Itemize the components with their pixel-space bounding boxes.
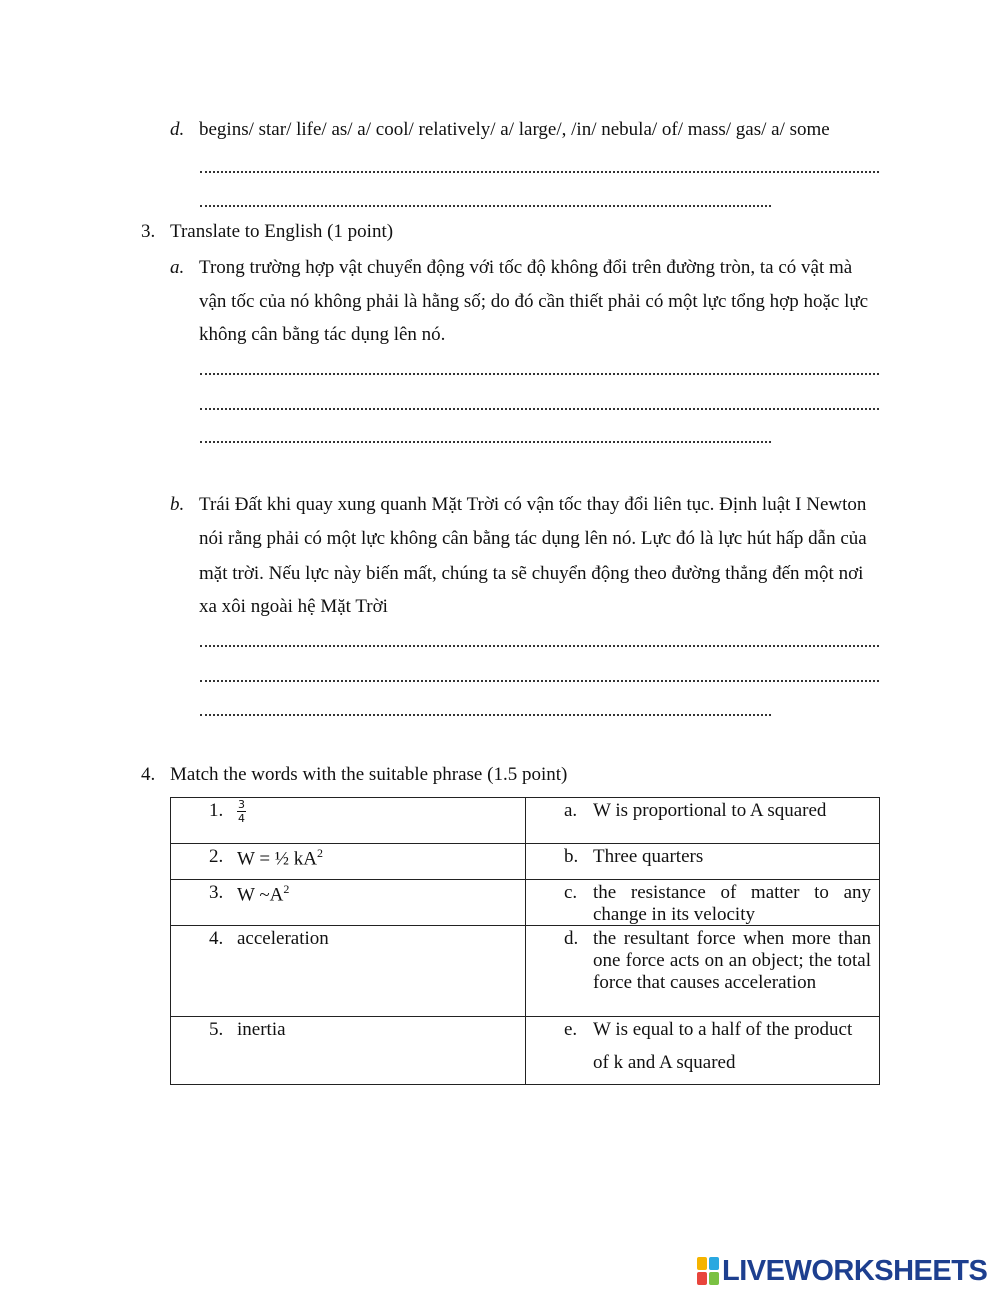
answer-line[interactable] — [200, 678, 879, 682]
right-item-letter: a. — [564, 800, 578, 821]
table-row — [171, 880, 880, 926]
left-item-number: 4. — [209, 928, 224, 949]
paragraph-b-line-3: mặt trời. Nếu lực này biến mất, chúng ta sẽ chuyển động theo đường thẳng đến một nơi — [199, 563, 864, 584]
logo-block — [709, 1272, 719, 1285]
left-item-formula — [237, 846, 323, 870]
matching-table — [170, 797, 880, 1085]
logo-wordmark: LIVEWORKSHEETS — [722, 1254, 988, 1287]
right-item-text: the resultant force when more than one force acts on an object; the total force that causes acceleration — [593, 928, 871, 993]
answer-line[interactable] — [200, 371, 879, 375]
logo-block — [697, 1257, 707, 1270]
answer-line[interactable] — [200, 439, 771, 443]
table-row — [171, 926, 880, 1017]
left-item-text: acceleration — [237, 928, 329, 949]
liveworksheets-logo — [697, 1256, 987, 1286]
fraction-three-quarters — [237, 798, 246, 825]
item-marker-b: b. — [170, 494, 185, 515]
paragraph-b-line-1: Trái Đất khi quay xung quanh Mặt Trời có vận tốc thay đổi liên tục. Định luật I Newton — [199, 494, 867, 515]
right-item-letter: c. — [564, 882, 578, 903]
fraction-denominator: 4 — [238, 812, 245, 825]
paragraph-a-line-3: không cân bằng tác dụng lên nó. — [199, 324, 446, 345]
answer-line[interactable] — [200, 712, 771, 716]
logo-block — [709, 1257, 719, 1270]
right-item-text — [593, 1013, 871, 1079]
paragraph-a-line-1: Trong trường hợp vật chuyển động với tốc độ không đổi trên đường tròn, ta có vật mà — [199, 257, 853, 278]
right-item-text-line: W is equal to a half of the product — [593, 1019, 853, 1040]
formula-exponent: 2 — [317, 846, 324, 860]
paragraph-b-line-4: xa xôi ngoài hệ Mặt Trời — [199, 596, 388, 617]
right-item-letter: d. — [564, 928, 579, 949]
left-item-formula — [237, 882, 289, 906]
right-item-text: the resistance of matter to any change in its velocity — [593, 882, 871, 925]
table-row — [171, 1017, 880, 1085]
question-3-title: Translate to English (1 point) — [170, 221, 394, 242]
answer-line[interactable] — [200, 169, 879, 173]
paragraph-b-line-2: nói rằng phải có một lực không cân bằng tác dụng lên nó. Lực đó là lực hút hấp dẫn của — [199, 528, 867, 549]
left-item-text: inertia — [237, 1019, 286, 1040]
item-marker-d: d. — [170, 119, 185, 140]
left-item-number: 5. — [209, 1019, 224, 1040]
logo-icon — [697, 1257, 719, 1285]
left-item-number: 1. — [209, 800, 224, 821]
formula-text: W ~A — [237, 884, 284, 906]
question-number-3: 3. — [141, 221, 156, 242]
formula-text: W = ½ kA — [237, 848, 318, 870]
fraction-numerator: 3 — [238, 798, 245, 811]
answer-line[interactable] — [200, 406, 879, 410]
right-item-text-line: of k and A squared — [593, 1052, 736, 1073]
answer-line[interactable] — [200, 203, 771, 207]
question-4-title: Match the words with the suitable phrase (1.5 point) — [170, 764, 568, 785]
logo-block — [697, 1272, 707, 1285]
right-item-text: W is proportional to A squared — [593, 800, 827, 821]
left-item-number: 3. — [209, 882, 224, 903]
question-number-4: 4. — [141, 764, 156, 785]
paragraph-a-line-2: vận tốc của nó không phải là hằng số; do đó cần thiết phải có một lực tổng hợp hoặc lực — [199, 291, 869, 312]
table-row — [171, 844, 880, 880]
formula-exponent: 2 — [283, 882, 290, 896]
left-item-number: 2. — [209, 846, 224, 867]
scrambled-sentence-d: begins/ star/ life/ as/ a/ cool/ relatively/ a/ large/, /in/ nebula/ of/ mass/ gas/ a/ some — [199, 119, 830, 140]
table-row — [171, 798, 880, 844]
right-item-letter: b. — [564, 846, 579, 867]
right-item-letter: e. — [564, 1019, 578, 1040]
item-marker-a: a. — [170, 257, 185, 278]
right-item-text: Three quarters — [593, 846, 704, 867]
answer-line[interactable] — [200, 643, 879, 647]
